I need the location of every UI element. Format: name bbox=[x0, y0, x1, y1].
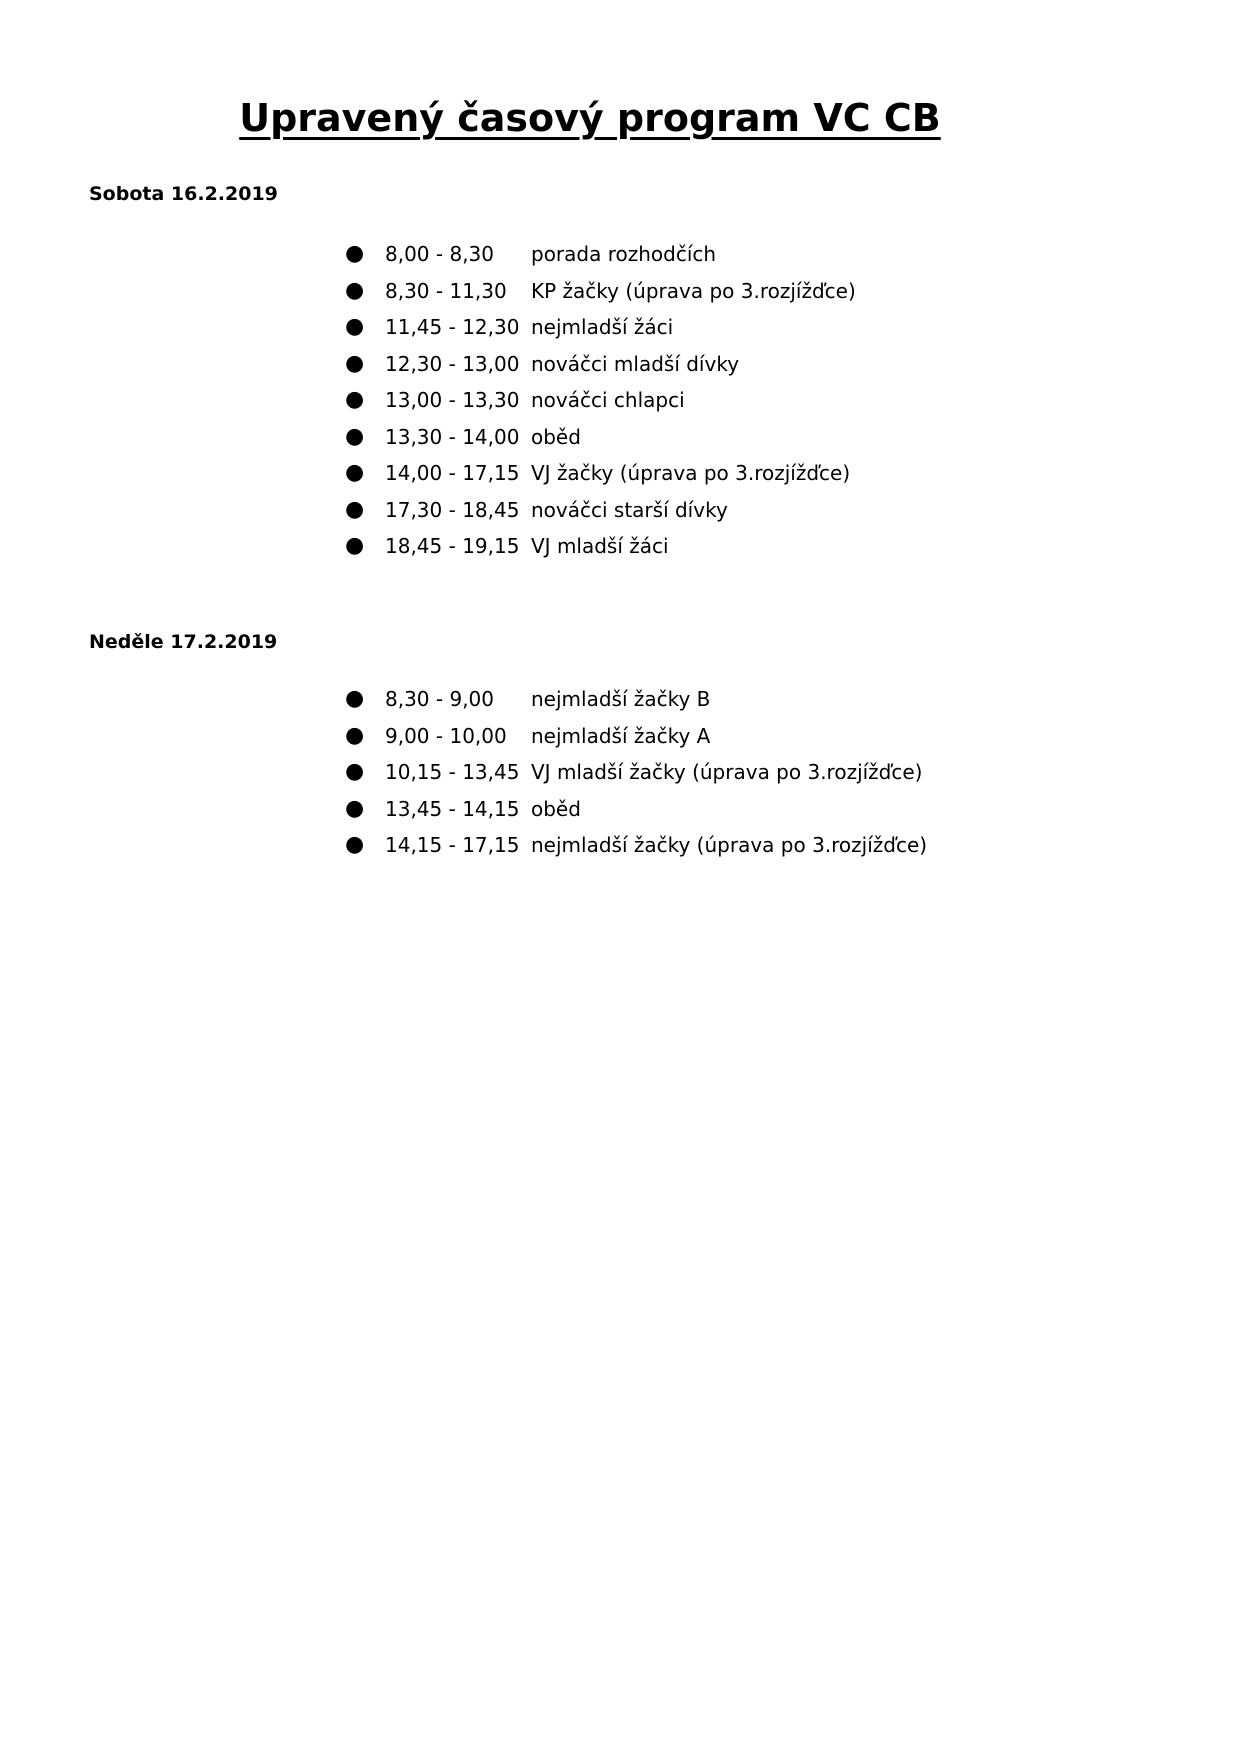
document-title: Upravený časový program VC CB bbox=[239, 96, 941, 140]
time-range: 10,15 - 13,45 bbox=[385, 760, 520, 785]
activity-label: oběd bbox=[531, 796, 581, 821]
bullet-icon: ● bbox=[345, 460, 365, 486]
time-range: 8,30 - 9,00 bbox=[385, 687, 494, 712]
bullet-icon: ● bbox=[345, 423, 365, 449]
bullet-icon: ● bbox=[345, 686, 365, 712]
activity-label: oběd bbox=[531, 424, 581, 449]
bullet-icon: ● bbox=[345, 387, 365, 413]
schedule-item bbox=[345, 754, 927, 791]
bullet-icon: ● bbox=[345, 350, 365, 376]
bullet-icon: ● bbox=[345, 795, 365, 821]
time-range: 8,00 - 8,30 bbox=[385, 242, 494, 267]
schedule-item bbox=[345, 309, 856, 346]
activity-label: porada rozhodčích bbox=[531, 242, 717, 267]
schedule-item bbox=[345, 273, 856, 310]
time-range: 8,30 - 11,30 bbox=[385, 278, 507, 303]
schedule-item bbox=[345, 236, 856, 273]
activity-label: nejmladší žačky A bbox=[531, 723, 711, 748]
activity-label: nováčci mladší dívky bbox=[531, 351, 740, 376]
activity-label: nováčci chlapci bbox=[531, 388, 685, 413]
schedule-item bbox=[345, 718, 927, 755]
time-range: 13,45 - 14,15 bbox=[385, 796, 520, 821]
schedule-item bbox=[345, 681, 927, 718]
time-range: 13,30 - 14,00 bbox=[385, 424, 520, 449]
schedule-item bbox=[345, 528, 856, 565]
activity-label: VJ mladší žačky (úprava po 3.rozjížďce) bbox=[531, 760, 923, 785]
activity-label: VJ žačky (úprava po 3.rozjížďce) bbox=[531, 461, 851, 486]
time-range: 13,00 - 13,30 bbox=[385, 388, 520, 413]
schedule-item bbox=[345, 455, 856, 492]
bullet-icon: ● bbox=[345, 832, 365, 858]
activity-label: VJ mladší žáci bbox=[531, 534, 669, 559]
time-range: 14,00 - 17,15 bbox=[385, 461, 520, 486]
activity-label: nováčci starší dívky bbox=[531, 497, 728, 522]
activity-label: nejmladší žáci bbox=[531, 315, 674, 340]
time-range: 18,45 - 19,15 bbox=[385, 534, 520, 559]
schedule-item bbox=[345, 827, 927, 864]
bullet-icon: ● bbox=[345, 496, 365, 522]
schedule-item bbox=[345, 346, 856, 383]
schedule-item bbox=[345, 419, 856, 456]
bullet-icon: ● bbox=[345, 314, 365, 340]
time-range: 11,45 - 12,30 bbox=[385, 315, 520, 340]
schedule-item bbox=[345, 492, 856, 529]
bullet-icon: ● bbox=[345, 277, 365, 303]
schedule-item bbox=[345, 382, 856, 419]
bullet-icon: ● bbox=[345, 759, 365, 785]
activity-label: nejmladší žačky B bbox=[531, 687, 711, 712]
activity-label: nejmladší žačky (úprava po 3.rozjížďce) bbox=[531, 833, 928, 858]
time-range: 17,30 - 18,45 bbox=[385, 497, 520, 522]
time-range: 12,30 - 13,00 bbox=[385, 351, 520, 376]
bullet-icon: ● bbox=[345, 533, 365, 559]
bullet-icon: ● bbox=[345, 722, 365, 748]
day-heading-saturday: Sobota 16.2.2019 bbox=[89, 183, 278, 205]
time-range: 9,00 - 10,00 bbox=[385, 723, 507, 748]
time-range: 14,15 - 17,15 bbox=[385, 833, 520, 858]
schedule-list-saturday bbox=[345, 236, 856, 565]
activity-label: KP žačky (úprava po 3.rozjížďce) bbox=[531, 278, 856, 303]
schedule-list-sunday bbox=[345, 681, 927, 864]
schedule-item bbox=[345, 791, 927, 828]
day-heading-sunday: Neděle 17.2.2019 bbox=[89, 631, 278, 653]
bullet-icon: ● bbox=[345, 241, 365, 267]
